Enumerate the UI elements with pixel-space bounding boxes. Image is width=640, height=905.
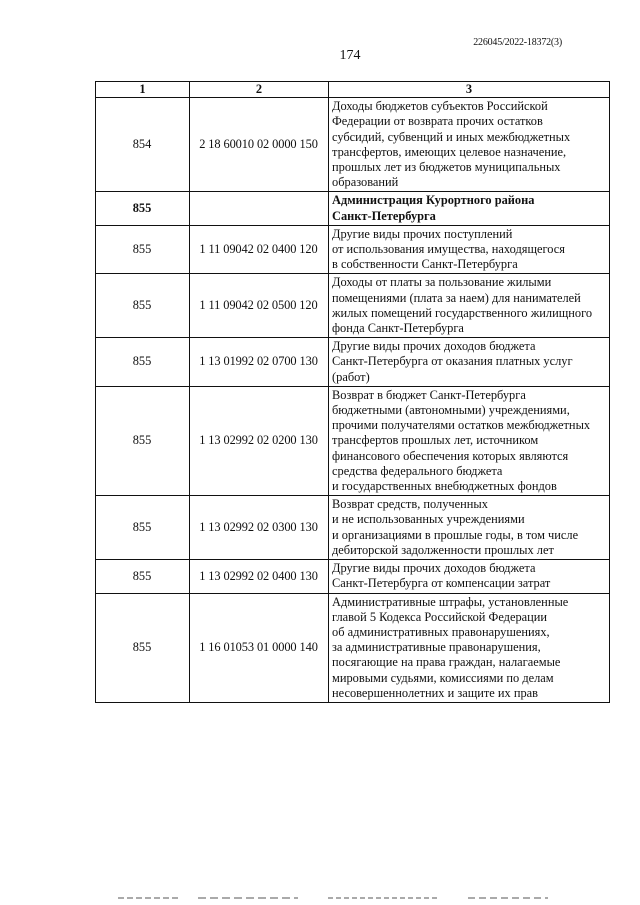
revenue-name-line: несовершеннолетних и защите их прав bbox=[332, 685, 539, 700]
revenue-name-line: жилых помещений государственного жилищного bbox=[332, 305, 593, 320]
admin-code-cell: 855 bbox=[96, 386, 190, 495]
admin-code-cell: 855 bbox=[96, 225, 190, 274]
admin-code-cell: 855 bbox=[96, 274, 190, 338]
revenue-name-line: Санкт-Петербурга от оказания платных услуг bbox=[332, 354, 573, 369]
revenue-name-line: Администрация Курортного района bbox=[332, 193, 535, 208]
revenue-name-line: Доходы бюджетов субъектов Российской bbox=[332, 99, 548, 114]
revenue-name-line: Возврат в бюджет Санкт-Петербурга bbox=[332, 387, 526, 402]
revenue-name-line: помещениями (плата за наем) для нанимателей bbox=[332, 290, 581, 305]
budget-classification-code-cell: 1 13 01992 02 0700 130 bbox=[190, 338, 329, 387]
revenue-codes-table bbox=[95, 81, 610, 703]
admin-code-cell: 855 bbox=[96, 593, 190, 702]
table-row bbox=[96, 560, 610, 593]
revenue-name-line: дебиторской задолженности прошлых лет bbox=[332, 542, 554, 557]
revenue-name-line: Доходы от платы за пользование жилыми bbox=[332, 275, 552, 290]
table-row bbox=[96, 593, 610, 702]
revenue-name-line: прочими получателями остатков межбюджетных bbox=[332, 418, 591, 433]
admin-code-cell: 855 bbox=[96, 338, 190, 387]
revenue-name-line: главой 5 Кодекса Российской Федерации bbox=[332, 609, 548, 624]
column-header-1: 1 bbox=[96, 82, 190, 98]
revenue-name-cell bbox=[329, 225, 610, 274]
revenue-name-line: Возврат средств, полученных bbox=[332, 497, 488, 512]
table-row bbox=[96, 386, 610, 495]
admin-code-cell: 855 bbox=[96, 192, 190, 225]
table-row bbox=[96, 496, 610, 560]
revenue-name-line: об административных правонарушениях, bbox=[332, 624, 550, 639]
revenue-name-line: Федерации от возврата прочих остатков bbox=[332, 114, 543, 129]
budget-classification-code-cell: 1 11 09042 02 0500 120 bbox=[190, 274, 329, 338]
revenue-name-line: и не использованных учреждениями bbox=[332, 512, 525, 527]
table-header-row bbox=[96, 82, 610, 98]
footer-scan-marks bbox=[118, 896, 548, 900]
table-row bbox=[96, 274, 610, 338]
revenue-name-line: и государственных внебюджетных фондов bbox=[332, 479, 557, 494]
revenue-name-cell bbox=[329, 192, 610, 225]
revenue-name-cell bbox=[329, 274, 610, 338]
table-row bbox=[96, 225, 610, 274]
budget-classification-code-cell: 1 16 01053 01 0000 140 bbox=[190, 593, 329, 702]
budget-classification-code-cell: 1 13 02992 02 0200 130 bbox=[190, 386, 329, 495]
revenue-name-line: Санкт-Петербурга bbox=[332, 208, 436, 223]
admin-code-cell: 854 bbox=[96, 98, 190, 192]
document-id: 226045/2022-18372(3) bbox=[473, 37, 562, 48]
revenue-name-line: мировыми судьями, комиссиями по делам bbox=[332, 670, 554, 685]
revenue-name-line: бюджетными (автономными) учреждениями, bbox=[332, 403, 570, 418]
revenue-name-line: Другие виды прочих доходов бюджета bbox=[332, 339, 536, 354]
budget-classification-code-cell: 1 13 02992 02 0300 130 bbox=[190, 496, 329, 560]
revenue-name-line: за административные правонарушения, bbox=[332, 640, 541, 655]
revenue-name-line: финансового обеспечения которых являются bbox=[332, 448, 569, 463]
revenue-name-line: от использования имущества, находящегося bbox=[332, 242, 565, 257]
revenue-name-line: Другие виды прочих поступлений bbox=[332, 226, 513, 241]
column-header-3: 3 bbox=[329, 82, 610, 98]
revenue-name-cell bbox=[329, 593, 610, 702]
admin-code-cell: 855 bbox=[96, 496, 190, 560]
table-body bbox=[96, 98, 610, 703]
revenue-name-line: трансфертов прошлых лет, источником bbox=[332, 433, 539, 448]
revenue-name-cell bbox=[329, 98, 610, 192]
page-number: 174 bbox=[339, 48, 361, 63]
revenue-name-line: посягающие на права граждан, налагаемые bbox=[332, 655, 561, 670]
budget-classification-code-cell bbox=[190, 192, 329, 225]
revenue-name-line: средства федерального бюджета bbox=[332, 463, 503, 478]
budget-classification-code-cell: 1 13 02992 02 0400 130 bbox=[190, 560, 329, 593]
budget-classification-code-cell: 2 18 60010 02 0000 150 bbox=[190, 98, 329, 192]
revenue-name-line: прошлых лет из бюджетов муниципальных bbox=[332, 160, 561, 175]
revenue-name-line: Санкт-Петербурга от компенсации затрат bbox=[332, 576, 551, 591]
table-row bbox=[96, 98, 610, 192]
revenue-name-cell bbox=[329, 496, 610, 560]
revenue-name-cell bbox=[329, 560, 610, 593]
revenue-name-line: в собственности Санкт-Петербурга bbox=[332, 257, 518, 272]
table-row bbox=[96, 192, 610, 225]
revenue-name-cell bbox=[329, 338, 610, 387]
revenue-name-line: Административные штрафы, установленные bbox=[332, 594, 569, 609]
revenue-name-cell bbox=[329, 386, 610, 495]
revenue-name-line: фонда Санкт-Петербурга bbox=[332, 321, 464, 336]
column-header-2: 2 bbox=[190, 82, 329, 98]
revenue-name-line: образований bbox=[332, 175, 399, 190]
revenue-name-line: субсидий, субвенций и иных межбюджетных bbox=[332, 129, 571, 144]
table-row bbox=[96, 338, 610, 387]
admin-code-cell: 855 bbox=[96, 560, 190, 593]
revenue-name-line: и организациями в прошлые годы, в том числе bbox=[332, 527, 579, 542]
budget-classification-code-cell: 1 11 09042 02 0400 120 bbox=[190, 225, 329, 274]
revenue-name-line: (работ) bbox=[332, 369, 370, 384]
revenue-name-line: трансфертов, имеющих целевое назначение, bbox=[332, 144, 567, 159]
revenue-name-line: Другие виды прочих доходов бюджета bbox=[332, 561, 536, 576]
